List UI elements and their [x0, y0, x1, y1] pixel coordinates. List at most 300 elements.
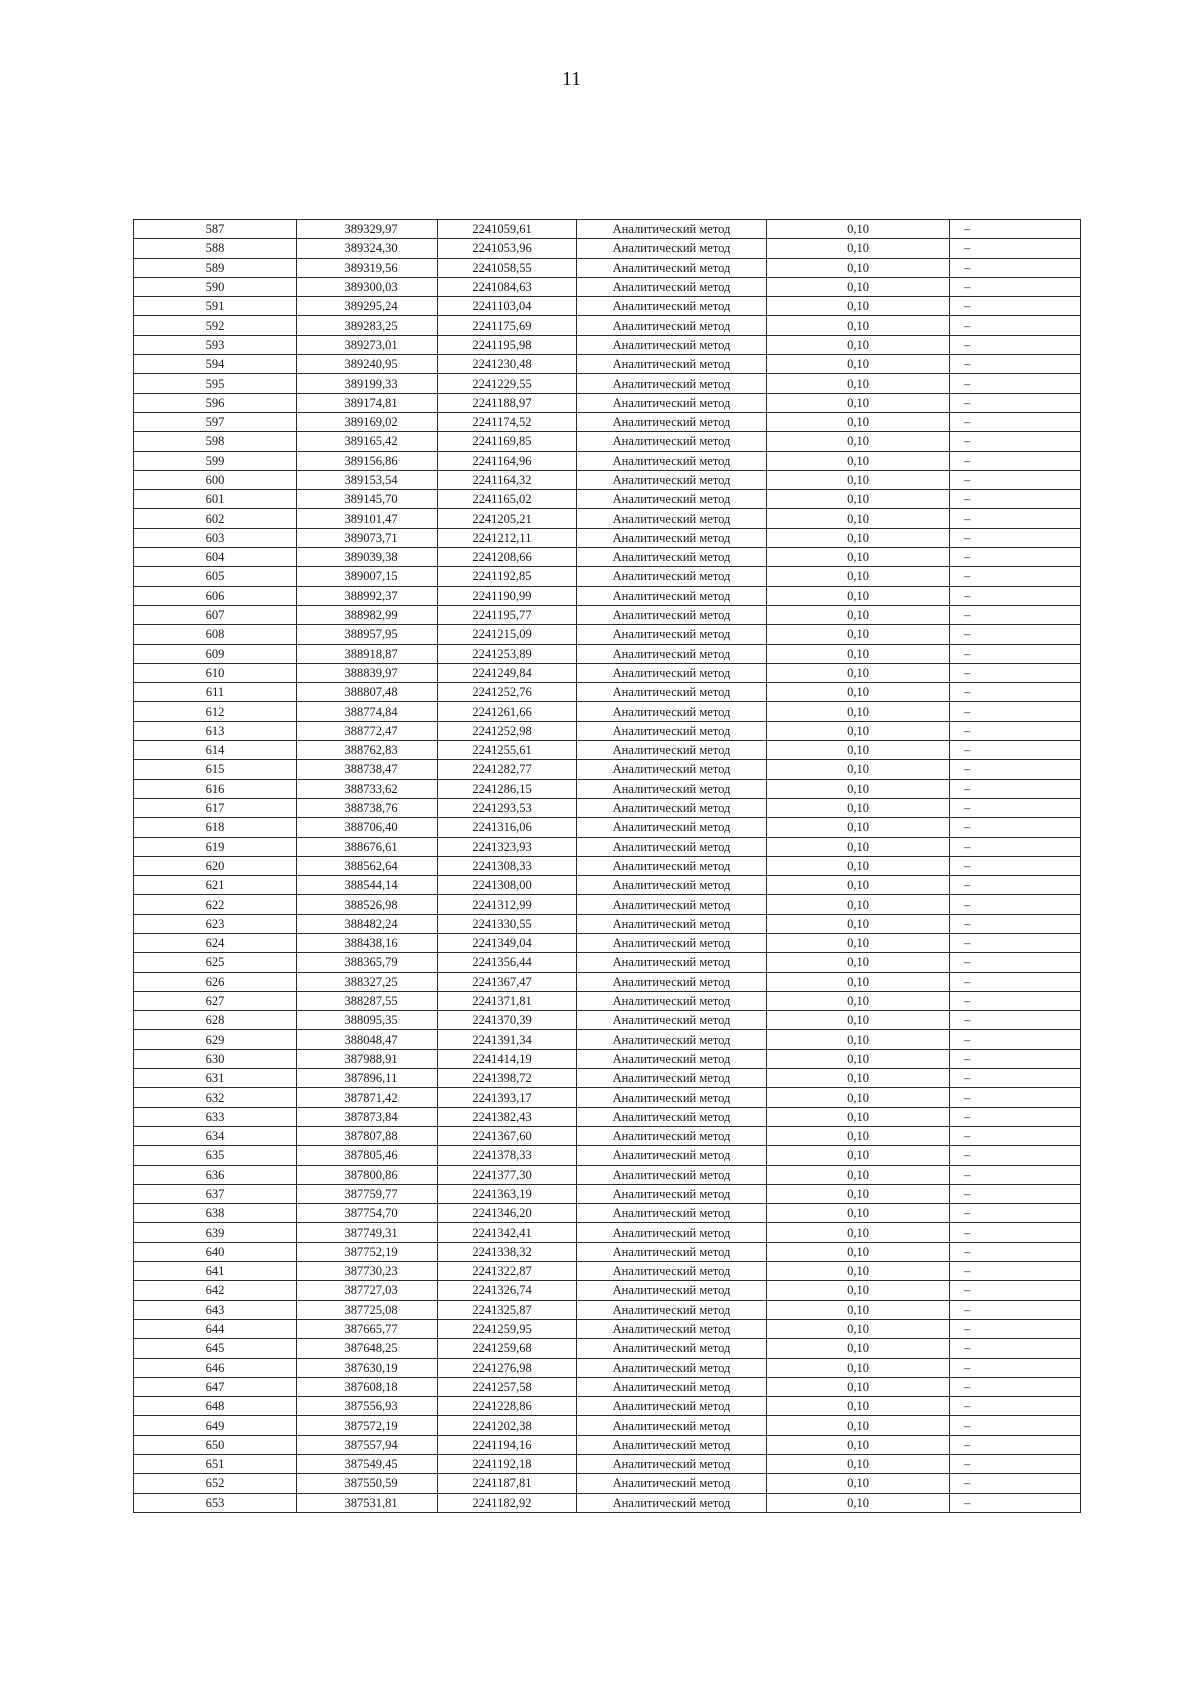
- point-number-cell: 597: [134, 412, 297, 431]
- point-number-cell: 610: [134, 663, 297, 682]
- x-coordinate-cell: 387988,91: [297, 1049, 438, 1068]
- y-coordinate-cell: 2241325,87: [438, 1300, 577, 1319]
- table-row: [134, 895, 1081, 914]
- error-cell: 0,10: [767, 605, 950, 624]
- point-number-cell: 630: [134, 1049, 297, 1068]
- method-cell: Аналитический метод: [577, 1030, 767, 1049]
- note-cell: –: [950, 798, 1081, 817]
- x-coordinate-cell: 388982,99: [297, 605, 438, 624]
- x-coordinate-cell: 387556,93: [297, 1397, 438, 1416]
- note-cell: –: [950, 1493, 1081, 1512]
- note-cell: –: [950, 1223, 1081, 1242]
- point-number-cell: 626: [134, 972, 297, 991]
- error-cell: 0,10: [767, 1126, 950, 1145]
- y-coordinate-cell: 2241249,84: [438, 663, 577, 682]
- note-cell: –: [950, 1107, 1081, 1126]
- point-number-cell: 639: [134, 1223, 297, 1242]
- table-row: [134, 1223, 1081, 1242]
- method-cell: Аналитический метод: [577, 721, 767, 740]
- x-coordinate-cell: 389295,24: [297, 297, 438, 316]
- point-number-cell: 623: [134, 914, 297, 933]
- point-number-cell: 606: [134, 586, 297, 605]
- y-coordinate-cell: 2241188,97: [438, 393, 577, 412]
- x-coordinate-cell: 387805,46: [297, 1146, 438, 1165]
- y-coordinate-cell: 2241252,76: [438, 683, 577, 702]
- method-cell: Аналитический метод: [577, 1088, 767, 1107]
- method-cell: Аналитический метод: [577, 258, 767, 277]
- method-cell: Аналитический метод: [577, 991, 767, 1010]
- error-cell: 0,10: [767, 798, 950, 817]
- note-cell: –: [950, 683, 1081, 702]
- y-coordinate-cell: 2241208,66: [438, 548, 577, 567]
- method-cell: Аналитический метод: [577, 1165, 767, 1184]
- y-coordinate-cell: 2241326,74: [438, 1281, 577, 1300]
- x-coordinate-cell: 388526,98: [297, 895, 438, 914]
- note-cell: –: [950, 1184, 1081, 1203]
- x-coordinate-cell: 389169,02: [297, 412, 438, 431]
- x-coordinate-cell: 389283,25: [297, 316, 438, 335]
- note-cell: –: [950, 1030, 1081, 1049]
- table-row: [134, 625, 1081, 644]
- note-cell: –: [950, 258, 1081, 277]
- point-number-cell: 644: [134, 1319, 297, 1338]
- note-cell: –: [950, 1416, 1081, 1435]
- point-number-cell: 609: [134, 644, 297, 663]
- method-cell: Аналитический метод: [577, 605, 767, 624]
- y-coordinate-cell: 2241363,19: [438, 1184, 577, 1203]
- note-cell: –: [950, 1397, 1081, 1416]
- table-row: [134, 548, 1081, 567]
- method-cell: Аналитический метод: [577, 1262, 767, 1281]
- note-cell: –: [950, 1069, 1081, 1088]
- error-cell: 0,10: [767, 277, 950, 296]
- x-coordinate-cell: 389273,01: [297, 335, 438, 354]
- error-cell: 0,10: [767, 1319, 950, 1338]
- x-coordinate-cell: 388738,47: [297, 760, 438, 779]
- x-coordinate-cell: 387665,77: [297, 1319, 438, 1338]
- y-coordinate-cell: 2241378,33: [438, 1146, 577, 1165]
- error-cell: 0,10: [767, 818, 950, 837]
- table-row: [134, 335, 1081, 354]
- method-cell: Аналитический метод: [577, 490, 767, 509]
- error-cell: 0,10: [767, 548, 950, 567]
- x-coordinate-cell: 388762,83: [297, 741, 438, 760]
- method-cell: Аналитический метод: [577, 798, 767, 817]
- error-cell: 0,10: [767, 470, 950, 489]
- error-cell: 0,10: [767, 567, 950, 586]
- x-coordinate-cell: 389319,56: [297, 258, 438, 277]
- x-coordinate-cell: 387896,11: [297, 1069, 438, 1088]
- method-cell: Аналитический метод: [577, 1377, 767, 1396]
- method-cell: Аналитический метод: [577, 393, 767, 412]
- point-number-cell: 621: [134, 876, 297, 895]
- method-cell: Аналитический метод: [577, 297, 767, 316]
- point-number-cell: 590: [134, 277, 297, 296]
- x-coordinate-cell: 388918,87: [297, 644, 438, 663]
- y-coordinate-cell: 2241212,11: [438, 528, 577, 547]
- x-coordinate-cell: 387807,88: [297, 1126, 438, 1145]
- table-row: [134, 1493, 1081, 1512]
- method-cell: Аналитический метод: [577, 1358, 767, 1377]
- x-coordinate-cell: 388327,25: [297, 972, 438, 991]
- y-coordinate-cell: 2241349,04: [438, 933, 577, 952]
- error-cell: 0,10: [767, 374, 950, 393]
- method-cell: Аналитический метод: [577, 1223, 767, 1242]
- x-coordinate-cell: 387549,45: [297, 1455, 438, 1474]
- table-row: [134, 355, 1081, 374]
- table-row: [134, 760, 1081, 779]
- note-cell: –: [950, 663, 1081, 682]
- x-coordinate-cell: 387550,59: [297, 1474, 438, 1493]
- table-row: [134, 798, 1081, 817]
- x-coordinate-cell: 389240,95: [297, 355, 438, 374]
- error-cell: 0,10: [767, 760, 950, 779]
- y-coordinate-cell: 2241391,34: [438, 1030, 577, 1049]
- method-cell: Аналитический метод: [577, 683, 767, 702]
- y-coordinate-cell: 2241084,63: [438, 277, 577, 296]
- y-coordinate-cell: 2241255,61: [438, 741, 577, 760]
- point-number-cell: 607: [134, 605, 297, 624]
- note-cell: –: [950, 1281, 1081, 1300]
- y-coordinate-cell: 2241377,30: [438, 1165, 577, 1184]
- note-cell: –: [950, 412, 1081, 431]
- method-cell: Аналитический метод: [577, 895, 767, 914]
- y-coordinate-cell: 2241169,85: [438, 432, 577, 451]
- error-cell: 0,10: [767, 528, 950, 547]
- x-coordinate-cell: 389174,81: [297, 393, 438, 412]
- note-cell: –: [950, 586, 1081, 605]
- y-coordinate-cell: 2241323,93: [438, 837, 577, 856]
- error-cell: 0,10: [767, 451, 950, 470]
- method-cell: Аналитический метод: [577, 837, 767, 856]
- y-coordinate-cell: 2241414,19: [438, 1049, 577, 1068]
- note-cell: –: [950, 374, 1081, 393]
- note-cell: –: [950, 1126, 1081, 1145]
- x-coordinate-cell: 388365,79: [297, 953, 438, 972]
- method-cell: Аналитический метод: [577, 548, 767, 567]
- x-coordinate-cell: 387557,94: [297, 1435, 438, 1454]
- error-cell: 0,10: [767, 335, 950, 354]
- error-cell: 0,10: [767, 1204, 950, 1223]
- method-cell: Аналитический метод: [577, 355, 767, 374]
- y-coordinate-cell: 2241398,72: [438, 1069, 577, 1088]
- error-cell: 0,10: [767, 220, 950, 239]
- table-row: [134, 837, 1081, 856]
- method-cell: Аналитический метод: [577, 876, 767, 895]
- y-coordinate-cell: 2241393,17: [438, 1088, 577, 1107]
- x-coordinate-cell: 388772,47: [297, 721, 438, 740]
- table-row: [134, 663, 1081, 682]
- table-row: [134, 297, 1081, 316]
- y-coordinate-cell: 2241053,96: [438, 239, 577, 258]
- point-number-cell: 604: [134, 548, 297, 567]
- note-cell: –: [950, 1049, 1081, 1068]
- y-coordinate-cell: 2241346,20: [438, 1204, 577, 1223]
- y-coordinate-cell: 2241192,85: [438, 567, 577, 586]
- y-coordinate-cell: 2241059,61: [438, 220, 577, 239]
- coordinates-table: [133, 219, 1081, 1513]
- point-number-cell: 632: [134, 1088, 297, 1107]
- note-cell: –: [950, 876, 1081, 895]
- table-row: [134, 1377, 1081, 1396]
- point-number-cell: 608: [134, 625, 297, 644]
- table-row: [134, 1088, 1081, 1107]
- table-row: [134, 644, 1081, 663]
- note-cell: –: [950, 914, 1081, 933]
- y-coordinate-cell: 2241330,55: [438, 914, 577, 933]
- point-number-cell: 611: [134, 683, 297, 702]
- point-number-cell: 617: [134, 798, 297, 817]
- y-coordinate-cell: 2241367,60: [438, 1126, 577, 1145]
- x-coordinate-cell: 388676,61: [297, 837, 438, 856]
- error-cell: 0,10: [767, 1397, 950, 1416]
- method-cell: Аналитический метод: [577, 1416, 767, 1435]
- error-cell: 0,10: [767, 1223, 950, 1242]
- y-coordinate-cell: 2241195,77: [438, 605, 577, 624]
- table-row: [134, 1126, 1081, 1145]
- note-cell: –: [950, 490, 1081, 509]
- point-number-cell: 602: [134, 509, 297, 528]
- point-number-cell: 637: [134, 1184, 297, 1203]
- method-cell: Аналитический метод: [577, 239, 767, 258]
- point-number-cell: 625: [134, 953, 297, 972]
- note-cell: –: [950, 1339, 1081, 1358]
- y-coordinate-cell: 2241103,04: [438, 297, 577, 316]
- y-coordinate-cell: 2241322,87: [438, 1262, 577, 1281]
- x-coordinate-cell: 388095,35: [297, 1011, 438, 1030]
- y-coordinate-cell: 2241371,81: [438, 991, 577, 1010]
- error-cell: 0,10: [767, 1339, 950, 1358]
- error-cell: 0,10: [767, 837, 950, 856]
- x-coordinate-cell: 389156,86: [297, 451, 438, 470]
- note-cell: –: [950, 393, 1081, 412]
- method-cell: Аналитический метод: [577, 779, 767, 798]
- note-cell: –: [950, 1300, 1081, 1319]
- x-coordinate-cell: 389324,30: [297, 239, 438, 258]
- error-cell: 0,10: [767, 1262, 950, 1281]
- method-cell: Аналитический метод: [577, 470, 767, 489]
- note-cell: –: [950, 625, 1081, 644]
- method-cell: Аналитический метод: [577, 374, 767, 393]
- table-row: [134, 1107, 1081, 1126]
- point-number-cell: 634: [134, 1126, 297, 1145]
- table-row: [134, 1242, 1081, 1261]
- y-coordinate-cell: 2241382,43: [438, 1107, 577, 1126]
- error-cell: 0,10: [767, 1146, 950, 1165]
- y-coordinate-cell: 2241182,92: [438, 1493, 577, 1512]
- point-number-cell: 628: [134, 1011, 297, 1030]
- method-cell: Аналитический метод: [577, 663, 767, 682]
- error-cell: 0,10: [767, 741, 950, 760]
- note-cell: –: [950, 1435, 1081, 1454]
- y-coordinate-cell: 2241202,38: [438, 1416, 577, 1435]
- note-cell: –: [950, 991, 1081, 1010]
- error-cell: 0,10: [767, 1088, 950, 1107]
- note-cell: –: [950, 1088, 1081, 1107]
- x-coordinate-cell: 387873,84: [297, 1107, 438, 1126]
- y-coordinate-cell: 2241276,98: [438, 1358, 577, 1377]
- y-coordinate-cell: 2241215,09: [438, 625, 577, 644]
- point-number-cell: 596: [134, 393, 297, 412]
- error-cell: 0,10: [767, 490, 950, 509]
- x-coordinate-cell: 387754,70: [297, 1204, 438, 1223]
- method-cell: Аналитический метод: [577, 451, 767, 470]
- point-number-cell: 640: [134, 1242, 297, 1261]
- error-cell: 0,10: [767, 1435, 950, 1454]
- x-coordinate-cell: 389199,33: [297, 374, 438, 393]
- method-cell: Аналитический метод: [577, 856, 767, 875]
- table-row: [134, 933, 1081, 952]
- point-number-cell: 613: [134, 721, 297, 740]
- error-cell: 0,10: [767, 1474, 950, 1493]
- error-cell: 0,10: [767, 432, 950, 451]
- note-cell: –: [950, 451, 1081, 470]
- y-coordinate-cell: 2241230,48: [438, 355, 577, 374]
- x-coordinate-cell: 388807,48: [297, 683, 438, 702]
- point-number-cell: 598: [134, 432, 297, 451]
- method-cell: Аналитический метод: [577, 1011, 767, 1030]
- point-number-cell: 642: [134, 1281, 297, 1300]
- y-coordinate-cell: 2241192,18: [438, 1455, 577, 1474]
- y-coordinate-cell: 2241194,16: [438, 1435, 577, 1454]
- x-coordinate-cell: 387630,19: [297, 1358, 438, 1377]
- table-row: [134, 239, 1081, 258]
- point-number-cell: 647: [134, 1377, 297, 1396]
- point-number-cell: 592: [134, 316, 297, 335]
- y-coordinate-cell: 2241338,32: [438, 1242, 577, 1261]
- error-cell: 0,10: [767, 702, 950, 721]
- table-row: [134, 220, 1081, 239]
- method-cell: Аналитический метод: [577, 625, 767, 644]
- x-coordinate-cell: 387572,19: [297, 1416, 438, 1435]
- note-cell: –: [950, 1165, 1081, 1184]
- point-number-cell: 651: [134, 1455, 297, 1474]
- point-number-cell: 652: [134, 1474, 297, 1493]
- table-row: [134, 1184, 1081, 1203]
- error-cell: 0,10: [767, 625, 950, 644]
- table-row: [134, 258, 1081, 277]
- method-cell: Аналитический метод: [577, 277, 767, 296]
- error-cell: 0,10: [767, 914, 950, 933]
- note-cell: –: [950, 760, 1081, 779]
- table-row: [134, 1049, 1081, 1068]
- note-cell: –: [950, 644, 1081, 663]
- table-row: [134, 432, 1081, 451]
- error-cell: 0,10: [767, 1011, 950, 1030]
- point-number-cell: 600: [134, 470, 297, 489]
- method-cell: Аналитический метод: [577, 1184, 767, 1203]
- x-coordinate-cell: 389153,54: [297, 470, 438, 489]
- method-cell: Аналитический метод: [577, 914, 767, 933]
- x-coordinate-cell: 387648,25: [297, 1339, 438, 1358]
- error-cell: 0,10: [767, 393, 950, 412]
- y-coordinate-cell: 2241229,55: [438, 374, 577, 393]
- point-number-cell: 591: [134, 297, 297, 316]
- note-cell: –: [950, 509, 1081, 528]
- y-coordinate-cell: 2241257,58: [438, 1377, 577, 1396]
- error-cell: 0,10: [767, 895, 950, 914]
- note-cell: –: [950, 548, 1081, 567]
- method-cell: Аналитический метод: [577, 644, 767, 663]
- error-cell: 0,10: [767, 239, 950, 258]
- note-cell: –: [950, 702, 1081, 721]
- y-coordinate-cell: 2241253,89: [438, 644, 577, 663]
- error-cell: 0,10: [767, 1107, 950, 1126]
- note-cell: –: [950, 779, 1081, 798]
- error-cell: 0,10: [767, 1455, 950, 1474]
- table-row: [134, 1397, 1081, 1416]
- x-coordinate-cell: 389145,70: [297, 490, 438, 509]
- point-number-cell: 635: [134, 1146, 297, 1165]
- x-coordinate-cell: 387759,77: [297, 1184, 438, 1203]
- point-number-cell: 605: [134, 567, 297, 586]
- table-row: [134, 1416, 1081, 1435]
- error-cell: 0,10: [767, 1242, 950, 1261]
- note-cell: –: [950, 1455, 1081, 1474]
- x-coordinate-cell: 388706,40: [297, 818, 438, 837]
- note-cell: –: [950, 335, 1081, 354]
- error-cell: 0,10: [767, 1030, 950, 1049]
- point-number-cell: 643: [134, 1300, 297, 1319]
- note-cell: –: [950, 1358, 1081, 1377]
- point-number-cell: 629: [134, 1030, 297, 1049]
- point-number-cell: 627: [134, 991, 297, 1010]
- method-cell: Аналитический метод: [577, 1300, 767, 1319]
- note-cell: –: [950, 1146, 1081, 1165]
- point-number-cell: 649: [134, 1416, 297, 1435]
- note-cell: –: [950, 1319, 1081, 1338]
- table-row: [134, 779, 1081, 798]
- y-coordinate-cell: 2241312,99: [438, 895, 577, 914]
- note-cell: –: [950, 1204, 1081, 1223]
- method-cell: Аналитический метод: [577, 818, 767, 837]
- table-row: [134, 393, 1081, 412]
- method-cell: Аналитический метод: [577, 1397, 767, 1416]
- method-cell: Аналитический метод: [577, 1107, 767, 1126]
- x-coordinate-cell: 388048,47: [297, 1030, 438, 1049]
- note-cell: –: [950, 355, 1081, 374]
- table-row: [134, 528, 1081, 547]
- point-number-cell: 599: [134, 451, 297, 470]
- table-row: [134, 1319, 1081, 1338]
- method-cell: Аналитический метод: [577, 1435, 767, 1454]
- point-number-cell: 620: [134, 856, 297, 875]
- x-coordinate-cell: 388482,24: [297, 914, 438, 933]
- method-cell: Аналитический метод: [577, 972, 767, 991]
- table-row: [134, 1281, 1081, 1300]
- error-cell: 0,10: [767, 412, 950, 431]
- error-cell: 0,10: [767, 509, 950, 528]
- note-cell: –: [950, 220, 1081, 239]
- y-coordinate-cell: 2241308,00: [438, 876, 577, 895]
- table-row: [134, 683, 1081, 702]
- table-row: [134, 953, 1081, 972]
- note-cell: –: [950, 432, 1081, 451]
- point-number-cell: 601: [134, 490, 297, 509]
- x-coordinate-cell: 388733,62: [297, 779, 438, 798]
- point-number-cell: 594: [134, 355, 297, 374]
- note-cell: –: [950, 297, 1081, 316]
- method-cell: Аналитический метод: [577, 1126, 767, 1145]
- table-row: [134, 586, 1081, 605]
- error-cell: 0,10: [767, 1377, 950, 1396]
- point-number-cell: 645: [134, 1339, 297, 1358]
- point-number-cell: 648: [134, 1397, 297, 1416]
- x-coordinate-cell: 387871,42: [297, 1088, 438, 1107]
- method-cell: Аналитический метод: [577, 220, 767, 239]
- method-cell: Аналитический метод: [577, 586, 767, 605]
- method-cell: Аналитический метод: [577, 1319, 767, 1338]
